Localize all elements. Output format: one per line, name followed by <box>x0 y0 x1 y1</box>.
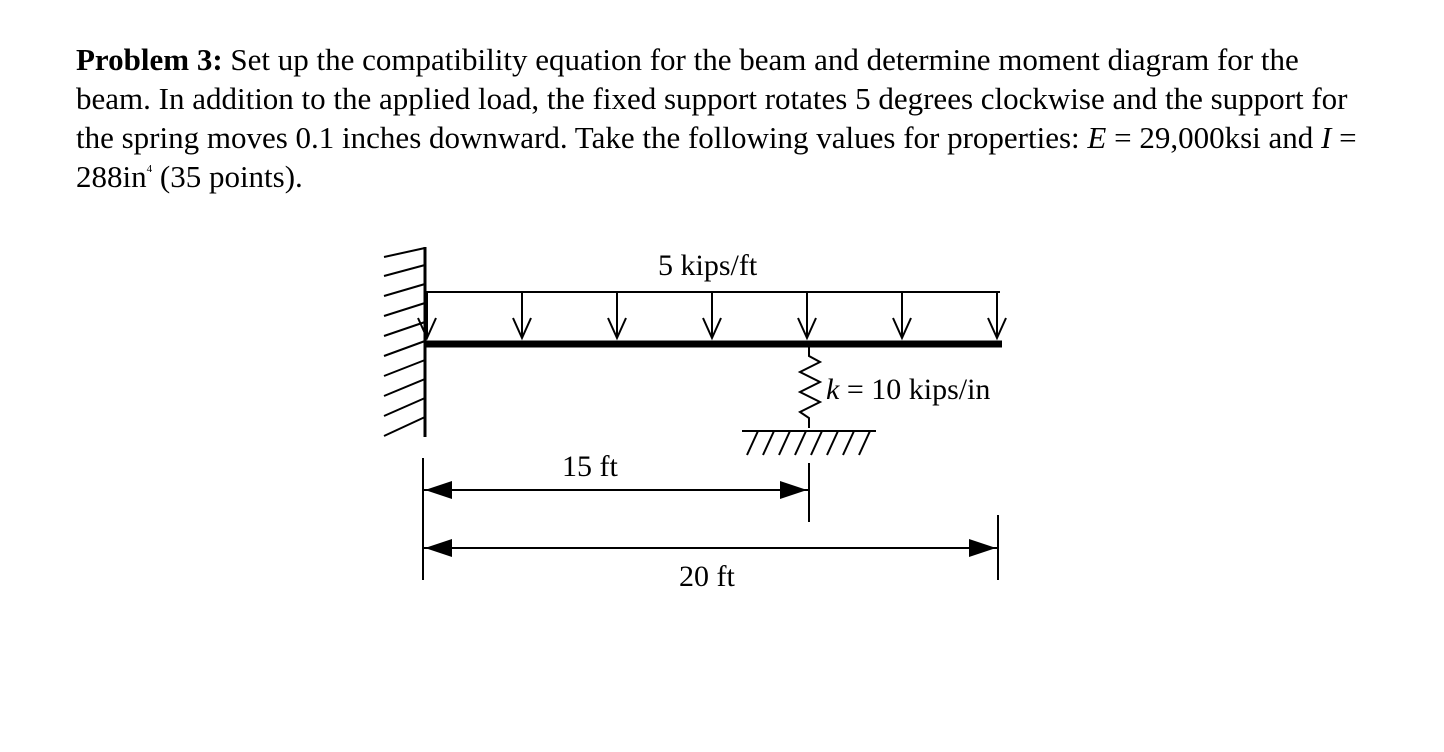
problem-label: Problem 3: <box>76 42 223 77</box>
dimension-lines <box>423 450 998 593</box>
distributed-load <box>418 249 1006 338</box>
problem-text-part-2: = 29,000ksi and <box>1106 120 1322 155</box>
spring-coil <box>800 347 820 428</box>
load-arrow <box>703 292 721 338</box>
load-arrow <box>513 292 531 338</box>
dim-arrowhead-right <box>969 539 996 557</box>
wall-hatching <box>384 248 425 436</box>
problem-text-part-4: (35 points). <box>152 159 303 194</box>
load-arrow <box>988 292 1006 338</box>
dim-label-15ft: 15 ft <box>562 450 618 483</box>
spring-ground-hatching <box>747 431 870 455</box>
inertia-symbol: I <box>1321 120 1332 155</box>
dim-arrowhead-left <box>425 481 452 499</box>
problem-text-part-1: Set up the compatibility equation for the beam and determine moment diagram for the beam. In addition to the applied load, the fixed support rotates 5 degrees clockwise and the support for the spring moves 0.1 inches downward. Take the following values for properties: <box>76 42 1348 155</box>
load-arrows <box>418 292 1006 338</box>
fixed-support <box>384 247 425 437</box>
load-arrow <box>798 292 816 338</box>
spring-stiffness-label <box>826 373 990 406</box>
dim-15ft <box>423 450 809 499</box>
spring-support <box>742 347 990 455</box>
load-arrow <box>893 292 911 338</box>
load-arrow <box>418 292 436 338</box>
dim-arrowhead-right <box>780 481 807 499</box>
load-arrow <box>608 292 626 338</box>
load-label: 5 kips/ft <box>658 249 758 282</box>
dim-arrowhead-left <box>425 539 452 557</box>
modulus-symbol: E <box>1087 120 1107 155</box>
dim-20ft <box>423 539 998 593</box>
spring-k-symbol: k <box>826 373 840 406</box>
problem-text-part-3: = 288in <box>76 120 1357 194</box>
spring-stiffness-value: = 10 kips/in <box>839 373 991 406</box>
inertia-exponent: 4 <box>146 163 153 175</box>
dim-label-20ft: 20 ft <box>679 560 735 593</box>
